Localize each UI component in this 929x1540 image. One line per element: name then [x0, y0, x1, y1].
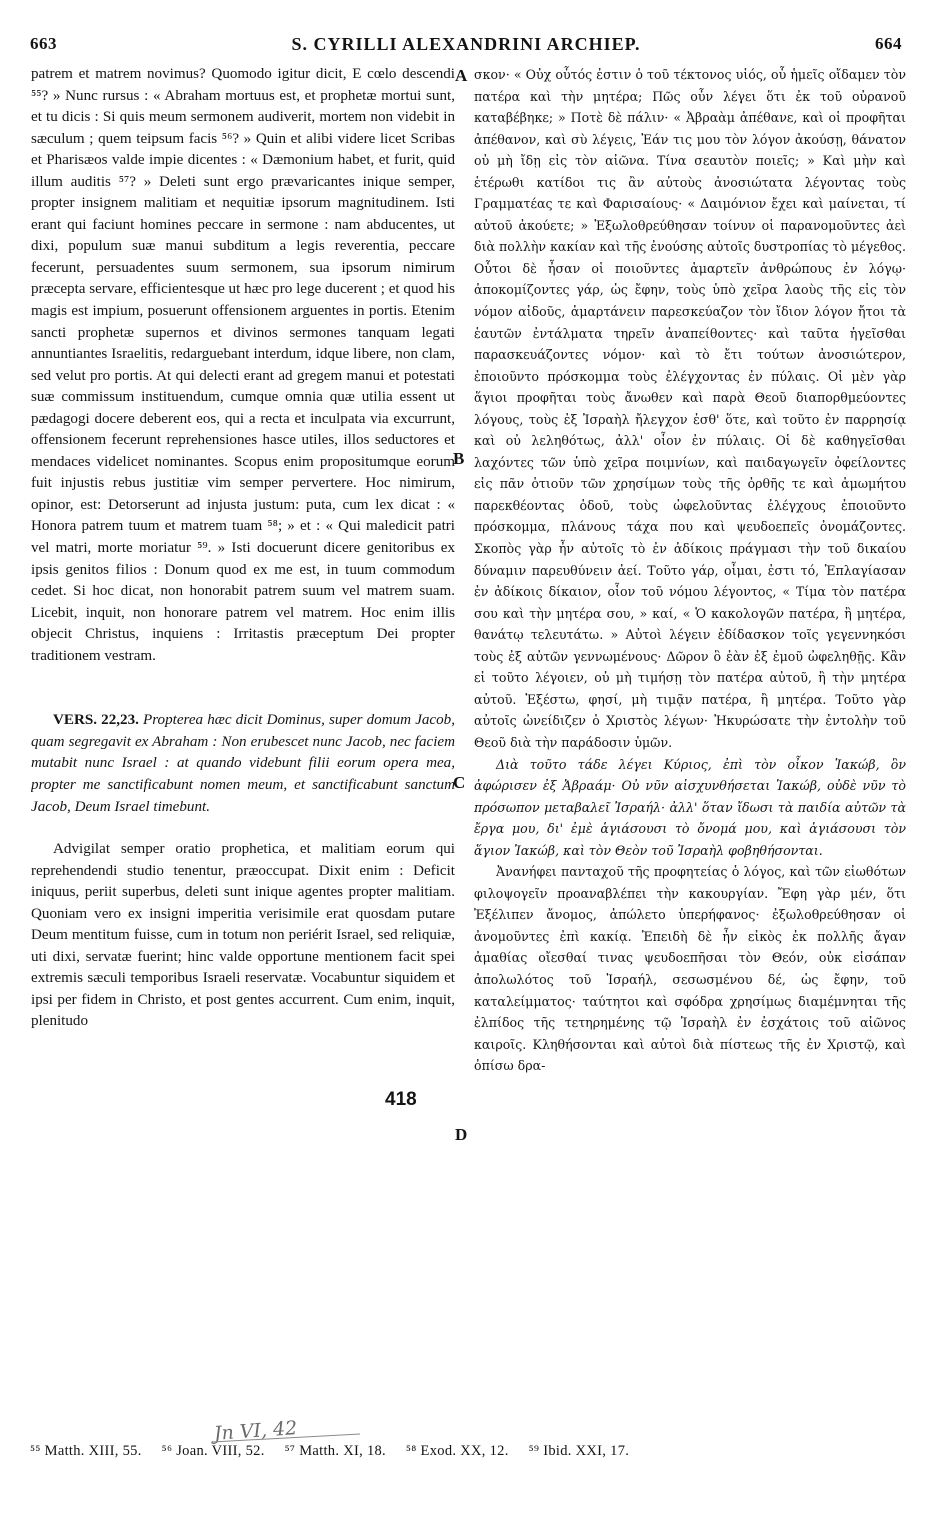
footnote: ⁵⁷ Matth. XI, 18.	[284, 1443, 386, 1459]
page-number-right: 664	[875, 34, 902, 53]
page-number-left: 663	[30, 34, 57, 53]
greek-paragraph-3: Ἀνανήφει πανταχοῦ τῆς προφητείας ὁ λόγος, καὶ τῶν εἰωθότων φιλοψογεῖν προαναβλέπει τὴν κακουργίαν. Ἔφη γὰρ μέν, ὅτι Ἐξέλιπεν ἄνομος, ἀπώλετο ὑπερήφανος· ἐξωλοθρεύθησαν οἱ ἀνομοῦντες ἐπὶ κακίᾳ. Ἐπειδὴ δὲ ἦν εἰκὸς ἐκ πολλῆς ἄγαν ἀμαθίας οἴεσθαί τινας ψευδοεπῆσαι τὸν Θεόν, οὐκ εἰσάπαν ἀπολωλότος τοῦ Ἰσραήλ, σεσωσμένου δέ, ὡς ἔφην, τοῦ καταλείμματος· ταύτητοι καὶ σφόδρα χρησίμως διαμέμνηται τῆς ἐλπίδος τῆς τετηρημένης τῷ Ἰσραὴλ ἐν ἐσχάτοις τοῦ αἰῶνος καιροῖς. Κληθήσονται καὶ αὐτοὶ διὰ πίστεως τῆς ἐν Χριστῷ, καὶ ὀπίσω δρα-	[474, 864, 906, 1074]
latin-paragraph-3: Advigilat semper oratio prophetica, et malitiam eorum qui reprehendendi studio tenentur, præoccupat. Dixit enim : Deficit iniquus, periit superbus, deleti sunt inique agentes propter malitiam. Quoniam vero ex insigni imperitia verisimile erat quosdam putare Deum mentitum fuisse, cum in totum non periérit Israel, sed reliquiæ, uti dixi, servatæ fuerint; hinc valde opportune mentionem facit spei extremis sæculi temporibus Israeli reservatæ. Vocabuntur siquidem et ipsi per fidem in Christo, et post gentes accurrent. Cum enim, inquit, plenitudo	[31, 841, 455, 1030]
greek-verse-text: Διὰ τοῦτο τάδε λέγει Κύριος, ἐπὶ τὸν οἶκον Ἰακώβ, ὃν ἀφώρισεν ἐξ Ἀβραάμ· Οὐ νῦν αἰσχυνθήσεται Ἰακώβ, οὐδὲ νῦν τὸ πρόσωπον μεταβαλεῖ Ἰσραήλ· ἀλλ' ὅταν ἴδωσι τὰ παιδία αὐτῶν τὰ ἔργα μου, δι' ἐμὲ ἁγιάσουσι τὸ ὄνομά μου, καὶ ἁγιάσουσι τὸν ἅγιον Ἰακώβ, καὶ τὸν Θεὸν τοῦ Ἰσραὴλ φοβηθήσονται.	[474, 756, 906, 858]
footnotes	[30, 1443, 910, 1460]
section-marker-b: B	[453, 449, 465, 468]
greek-paragraph-1: σκον· « Οὐχ οὗτός ἐστιν ὁ τοῦ τέκτονος υἱός, οὗ ἡμεῖς οἴδαμεν τὸν πατέρα καὶ τὴν μητέρα; Πῶς οὖν λέγει ὅτι ἐκ τοῦ οὐρανοῦ καταβέβηκε; » Ποτὲ δὲ πάλιν· « Ἀβραὰμ ἀπέθανε, καὶ οἱ προφῆται ἀπέθανον, καὶ σὺ λέγεις, Ἐάν τις μου τὸν λόγον ἀκούσῃ, θάνατον οὐ μὴ ἴδῃ εἰς τὸν αἰῶνα. Τίνα σεαυτὸν ποιεῖς; » Καὶ μὴν καὶ ἑτέρωθι κατίδοι τις ἂν αὐτοὺς ἀνοσιώτατα λέγοντας τοὺς Γραμματέας τε καὶ Φαρισαίους· « Δαιμόνιον ἔχει καὶ μαίνεται, τί αὐτοῦ ἀκούετε; » Ἐξωλοθρεύθησαν τοίνυν οἱ παρανομοῦντες ἀεὶ διὰ πολλὴν κακίαν καὶ τῆς ἐνούσης αὐτοῖς δυστροπίας τὸ μέγεθος. Οὗτοι δὲ ἦσαν οἱ ποιοῦντες ἁμαρτεῖν ἀνθρώπους ἐν λόγῳ· ἀποκομίζοντες γάρ, ὡς ἔφην, τοὺς ὑπὸ χεῖρα λαοὺς τῆς εἰς τὸν νόμον αἰδοῦς, ἁμαρτάνειν παρεσκεύαζον τὸν ἴδιον λόγον ἤτοι τὰ ἑαυτῶν ἐντάλματα τηρεῖν ἀναπείθοντες· καὶ ταῦτα ἡγεῖσθαι παρασκευάζοντες νόμον· καὶ τὸ ἔτι τούτων ἀνοσιώτερον, ἐποιοῦντο πρόσκομμα τοὺς ἐλέγχοντας ἐν πύλαις. Οἱ μὲν γὰρ ἅγιοι προφῆται τοὺς ἄνωθεν καὶ παρὰ Θεοῦ διαπορθμεύοντες λόγους, τοὺς ἐξ Ἰσραὴλ ἤλεγχον ἐσθ' ὅτε, καὶ τοῦτο ἐν παρρησίᾳ καὶ οὐ λεληθότως, ἀλλ' οἷον ἐν πύλαις. Οἱ δὲ καθηγεῖσθαι λαχόντες τῶν ὑπὸ χεῖρα ποιμνίων, καὶ παιδαγωγεῖν ὀφείλοντες εἰς πᾶν ὁτιοῦν τῶν χρησίμων τοὺς τῆς ὀρθῆς τε καὶ ἀμωμήτου παρεκθέοντας ὁδοῦ, τοὺς ὠφελοῦντας ἐλέγχους ἐποιοῦντο πρόσκομμα, πλάνους τάχα που καὶ ψευδοεπεῖς ὀνομάζοντες. Σκοπὸς γὰρ ἦν αὐτοῖς τὸ ἐν ἀδίκοις πράγμασι τὴν τοῦ δικαίου δύναμιν παρευθύνειν ἀεί. Τοῦτο γάρ, οἶμαι, ἐστι τό, Ἐπλαγίασαν ἐν ἀδίκοις δίκαιον, οἷον τοῦ νόμου λέγοντος, « Τίμα τὸν πατέρα σου καὶ τὴν μητέρα σου, » καί, « Ὁ κακολογῶν πατέρα, ἢ μητέρα, θανάτῳ τελευτάτω. » Αὐτοὶ λέγειν ἐδίδασκον τοῖς γεγεννηκόσι τοὺς ἐξ αὐτῶν γεννωμένους· Δῶρον ὃ ἐὰν ἐξ ἐμοῦ ὠφεληθῇς. Κἂν εἰ τοῦτο λέγοιεν, οὐ μὴ τιμήσῃ τὸν πατέρα αὐτοῦ, ἢ τὴν μητέρα αὐτοῦ. Ἐξέστω, φησί, μὴ τιμᾷν πατέρα, ἢ μητέρα. Τοῦτο γὰρ αὐτοῖς ὠνείδιζεν ὁ Χριστὸς λέγων· Ἠκυρώσατε τὴν ἐντολὴν τοῦ Θεοῦ διὰ τὴν παράδοσιν ὑμῶν.	[474, 67, 906, 750]
page-header	[30, 34, 902, 62]
column-number: 418	[385, 1089, 417, 1110]
handwritten-annotation	[210, 1412, 370, 1446]
section-marker-a: A	[455, 66, 468, 85]
greek-column	[474, 64, 906, 1077]
section-marker-d: D	[455, 1125, 468, 1144]
latin-verse-text: Propterea hæc dicit Dominus, super domum Jacob, quam segregavit ex Abraham : Non erubescet nunc Jacob, nec faciem mutabit nunc Israel : at quando videbunt filii eorum opera mea, propter me sanctificabunt nomen meum, et sanctificabunt sanctum Jacob, Deum Israel timebunt.	[31, 712, 455, 815]
latin-column	[31, 64, 455, 1033]
footnote: ⁵⁶ Joan. VIII, 52.	[161, 1443, 265, 1459]
footnote: ⁵⁸ Exod. XX, 12.	[405, 1443, 509, 1459]
latin-paragraph-1: patrem et matrem novimus? Quomodo igitur dicit, E cœlo descendi ⁵⁵? » Nunc rursus : « Abraham mortuus est, et prophetæ mortui sunt, et tu dicis : Si quis meum sermonem audiverit, mortem non videbit in sæculum ; quem teipsum facis ⁵⁶? » Quin et alibi videre licet Scribas et Pharisæos valde impie dicentes : « Dæmonium habet, et furit, quid illum auditis ⁵⁷? » Deleti sunt ergo prævaricantes inique semper, propter insignem malitiam et nequitiæ ipsorum magnitudinem. Isti erant qui faciunt homines peccare in sermone : nam abducentes, ut dixi, populum suæ manui subditum a legis reverentia, peccare fecerunt, persuadentes suum sermonem, sua ipsorum nimirum præcepta servare, efficientesque ut hæc pro lege ducerent ; et quod his magis est impium, posuerunt offensionem arguentes in portis. Etenim sancti prophetæ supernos et divinos sermones tanquam legati annuntiantes Israelitis, redarguebant interdum, idque libere, non clam, sed velut pro portis. At qui delecti erant ad gregem manui et potestati suæ commissum instituendum, cumque omnia quæ utilia essent ut pædagogi docere deberent eos, qui a recta et inculpata via excurrunt, offensionem fecerunt reprehensiones hasce utiles, illos seductores et mendaces videlicet nominantes. Scopus enim propositumque eorum fuit injustis rebus justitiæ vim semper pervertere. Hoc nimirum, opinor, est: Detorserunt ad injusta justum: puta, cum lex dicat : « Honora patrem tuum et matrem tuam ⁵⁸; » et : « Qui maledicit patri vel matri, morte moriatur ⁵⁹. » Isti docuerunt dicere genitoribus ex ipsis genitos filios : Donum quod ex me est, in tuum commodum cedet. Si hoc dicat, non honorabit patrem suum vel matrem suam. Licebit, inquit, non honorare patrem vel matrem. Hoc enim illis objecit Christus, inquiens : Irritastis præceptum Dei propter traditionem vestram.	[31, 66, 455, 664]
section-marker-c: C	[453, 773, 466, 792]
latin-verse-block	[31, 710, 455, 818]
verse-label: VERS. 22,23.	[53, 712, 139, 729]
footnote: ⁵⁹ Ibid. XXI, 17.	[528, 1443, 630, 1459]
handwritten-note: Jn VI, 42	[213, 1417, 298, 1445]
running-title: S. CYRILLI ALEXANDRINI ARCHIEP.	[291, 34, 641, 54]
footnote: ⁵⁵ Matth. XIII, 55.	[30, 1443, 142, 1459]
